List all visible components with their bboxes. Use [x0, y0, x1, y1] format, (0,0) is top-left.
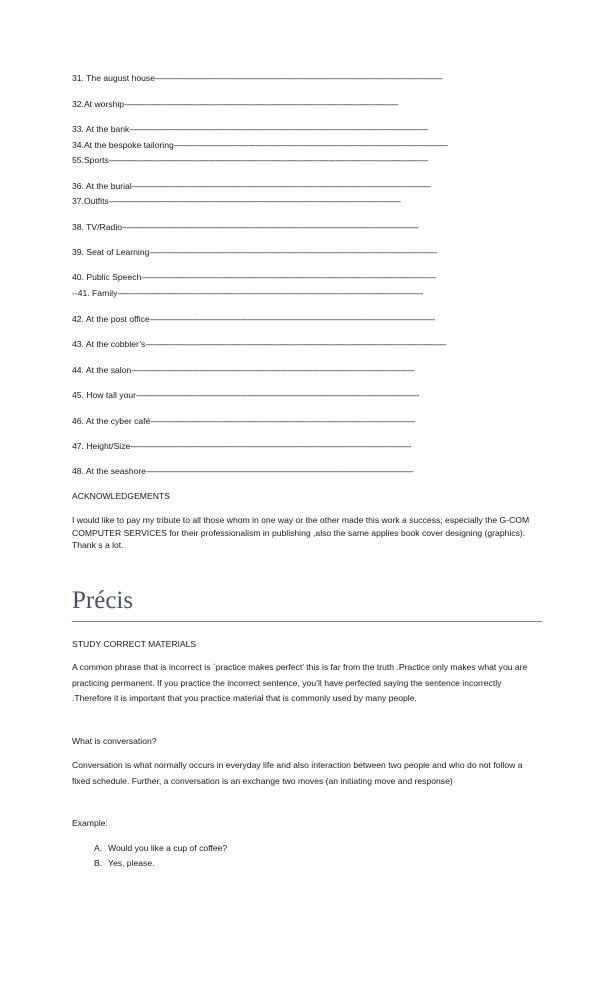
acknowledgements-title: ACKNOWLEDGEMENTS	[72, 491, 170, 501]
item-label: 47. Height/Size	[72, 441, 131, 451]
item-label: 55.Sports	[72, 155, 109, 165]
dash-leader: -------------------------------------------------------------------------------------------------------------------------------------	[145, 339, 447, 349]
list-item	[72, 441, 502, 452]
dash-leader: ------------------------------------------------------------------------------------------------------------------------------------	[129, 124, 428, 134]
list-item	[72, 365, 505, 376]
precis-paragraph-2: Conversation is what normally occurs in everyday life and also interaction between two people and who do not follow a fixed schedule. Further, a conversation is an exchange two moves (an initiating move and response)	[72, 760, 523, 786]
dash-leader: ------------------------------------------------------------------------------------------------------------------------------------	[131, 181, 431, 191]
item-label: 32.At worship	[72, 99, 125, 109]
dash-leader: -------------------------------------------------------------------------------------------------------------------------------	[154, 73, 443, 83]
item-label: --41. Family	[72, 288, 118, 298]
dash-leader: ---------------------------------------------------------------------------------------------------------------------------------------------	[108, 155, 428, 165]
example-item-b	[94, 858, 155, 869]
dash-leader: -------------------------------------------------------------------------------------------------------------------------	[124, 99, 398, 109]
example-label: Example:	[72, 818, 108, 828]
list-marker: A.	[94, 843, 103, 853]
item-label: 46. At the cyber café	[72, 416, 151, 426]
dash-leader: ---------------------------------------------------------------------------------------------------------------------------------------	[117, 288, 423, 298]
item-label: 33. At the bank	[72, 124, 130, 134]
item-label: 39. Seat of Learning	[72, 247, 150, 257]
dash-leader: ---------------------------------------------------------------------------------------------------------------------------------	[108, 196, 401, 206]
list-item	[72, 416, 506, 427]
item-label: 48. At the seashore	[72, 466, 147, 476]
list-item	[72, 314, 532, 325]
dash-leader: ----------------------------------------------------------------------------------------------------------------------	[146, 466, 413, 476]
precis-paragraph-1: A common phrase that is incorrect is `practice makes perfect’ this is far from the truth .Practice only makes what you are practicing permanent. If you practice the incorrect sentence, you’ll have perfected saying the sentence incorrectly .Therefore it is important that you practice material that is commonly used by many people.	[72, 662, 528, 703]
item-label: 31. The august house	[72, 73, 155, 83]
precis-heading: Précis	[72, 587, 134, 614]
list-item	[72, 99, 481, 110]
list-item	[72, 73, 538, 84]
dash-leader: ------------------------------------------------------------------------------------------------------------------------------	[149, 314, 435, 324]
item-label: 38. TV/Radio	[72, 222, 123, 232]
item-label: 44. At the salon	[72, 365, 132, 375]
dash-leader: ----------------------------------------------------------------------------------------------------------------------------	[130, 441, 411, 451]
dash-leader: -------------------------------------------------------------------------------------------------------------------------	[173, 140, 448, 150]
dash-leader: -----------------------------------------------------------------------------------------------------------------------------	[131, 365, 414, 375]
example-item-a	[94, 843, 227, 854]
dash-leader: ---------------------------------------------------------------------------------------------------------------------	[150, 416, 415, 426]
heading-divider	[72, 621, 542, 622]
dash-leader: ----------------------------------------------------------------------------------------------------------------------------------	[141, 272, 436, 282]
conversation-question: What is conversation?	[72, 736, 157, 746]
item-label: 40. Public Speech	[72, 272, 142, 282]
dash-leader: -------------------------------------------------------------------------------------------------------------------------------	[149, 247, 437, 257]
list-item	[72, 155, 523, 166]
list-item	[72, 247, 538, 258]
list-item	[72, 140, 523, 151]
dash-leader: -----------------------------------------------------------------------------------------------------------------------------	[136, 390, 419, 400]
acknowledgements-body: I would like to pay my tribute to all those whom in one way or the other made this work a success; especially the G-COM COMPUTER SERVICES for their professionalism in publishing ,also the same applies book cover designing (graphics). Thank s a lot.	[72, 515, 530, 550]
list-item	[72, 272, 538, 283]
item-label: 34.At the bespoke tailoring	[72, 140, 174, 150]
item-label: 42. At the post office	[72, 314, 150, 324]
item-label: 45. How tall your	[72, 390, 137, 400]
precis-subheading: STUDY CORRECT MATERIALS	[72, 639, 197, 649]
list-item	[72, 288, 524, 299]
list-item	[72, 466, 508, 477]
list-marker: B.	[94, 858, 103, 868]
list-item	[72, 390, 510, 401]
dash-leader: -----------------------------------------------------------------------------------------------------------------------------------	[122, 222, 419, 232]
item-label: 43. At the cobbler’s	[72, 339, 146, 349]
list-text: Yes, please.	[108, 858, 155, 868]
list-item	[72, 222, 503, 233]
list-item	[72, 181, 538, 192]
list-item	[72, 124, 538, 135]
list-item	[72, 196, 489, 207]
item-label: 36. At the burial	[72, 181, 132, 191]
item-label: 37.Outfits	[72, 196, 109, 206]
list-item	[72, 339, 540, 350]
list-text: Would you like a cup of coffee?	[108, 843, 228, 853]
